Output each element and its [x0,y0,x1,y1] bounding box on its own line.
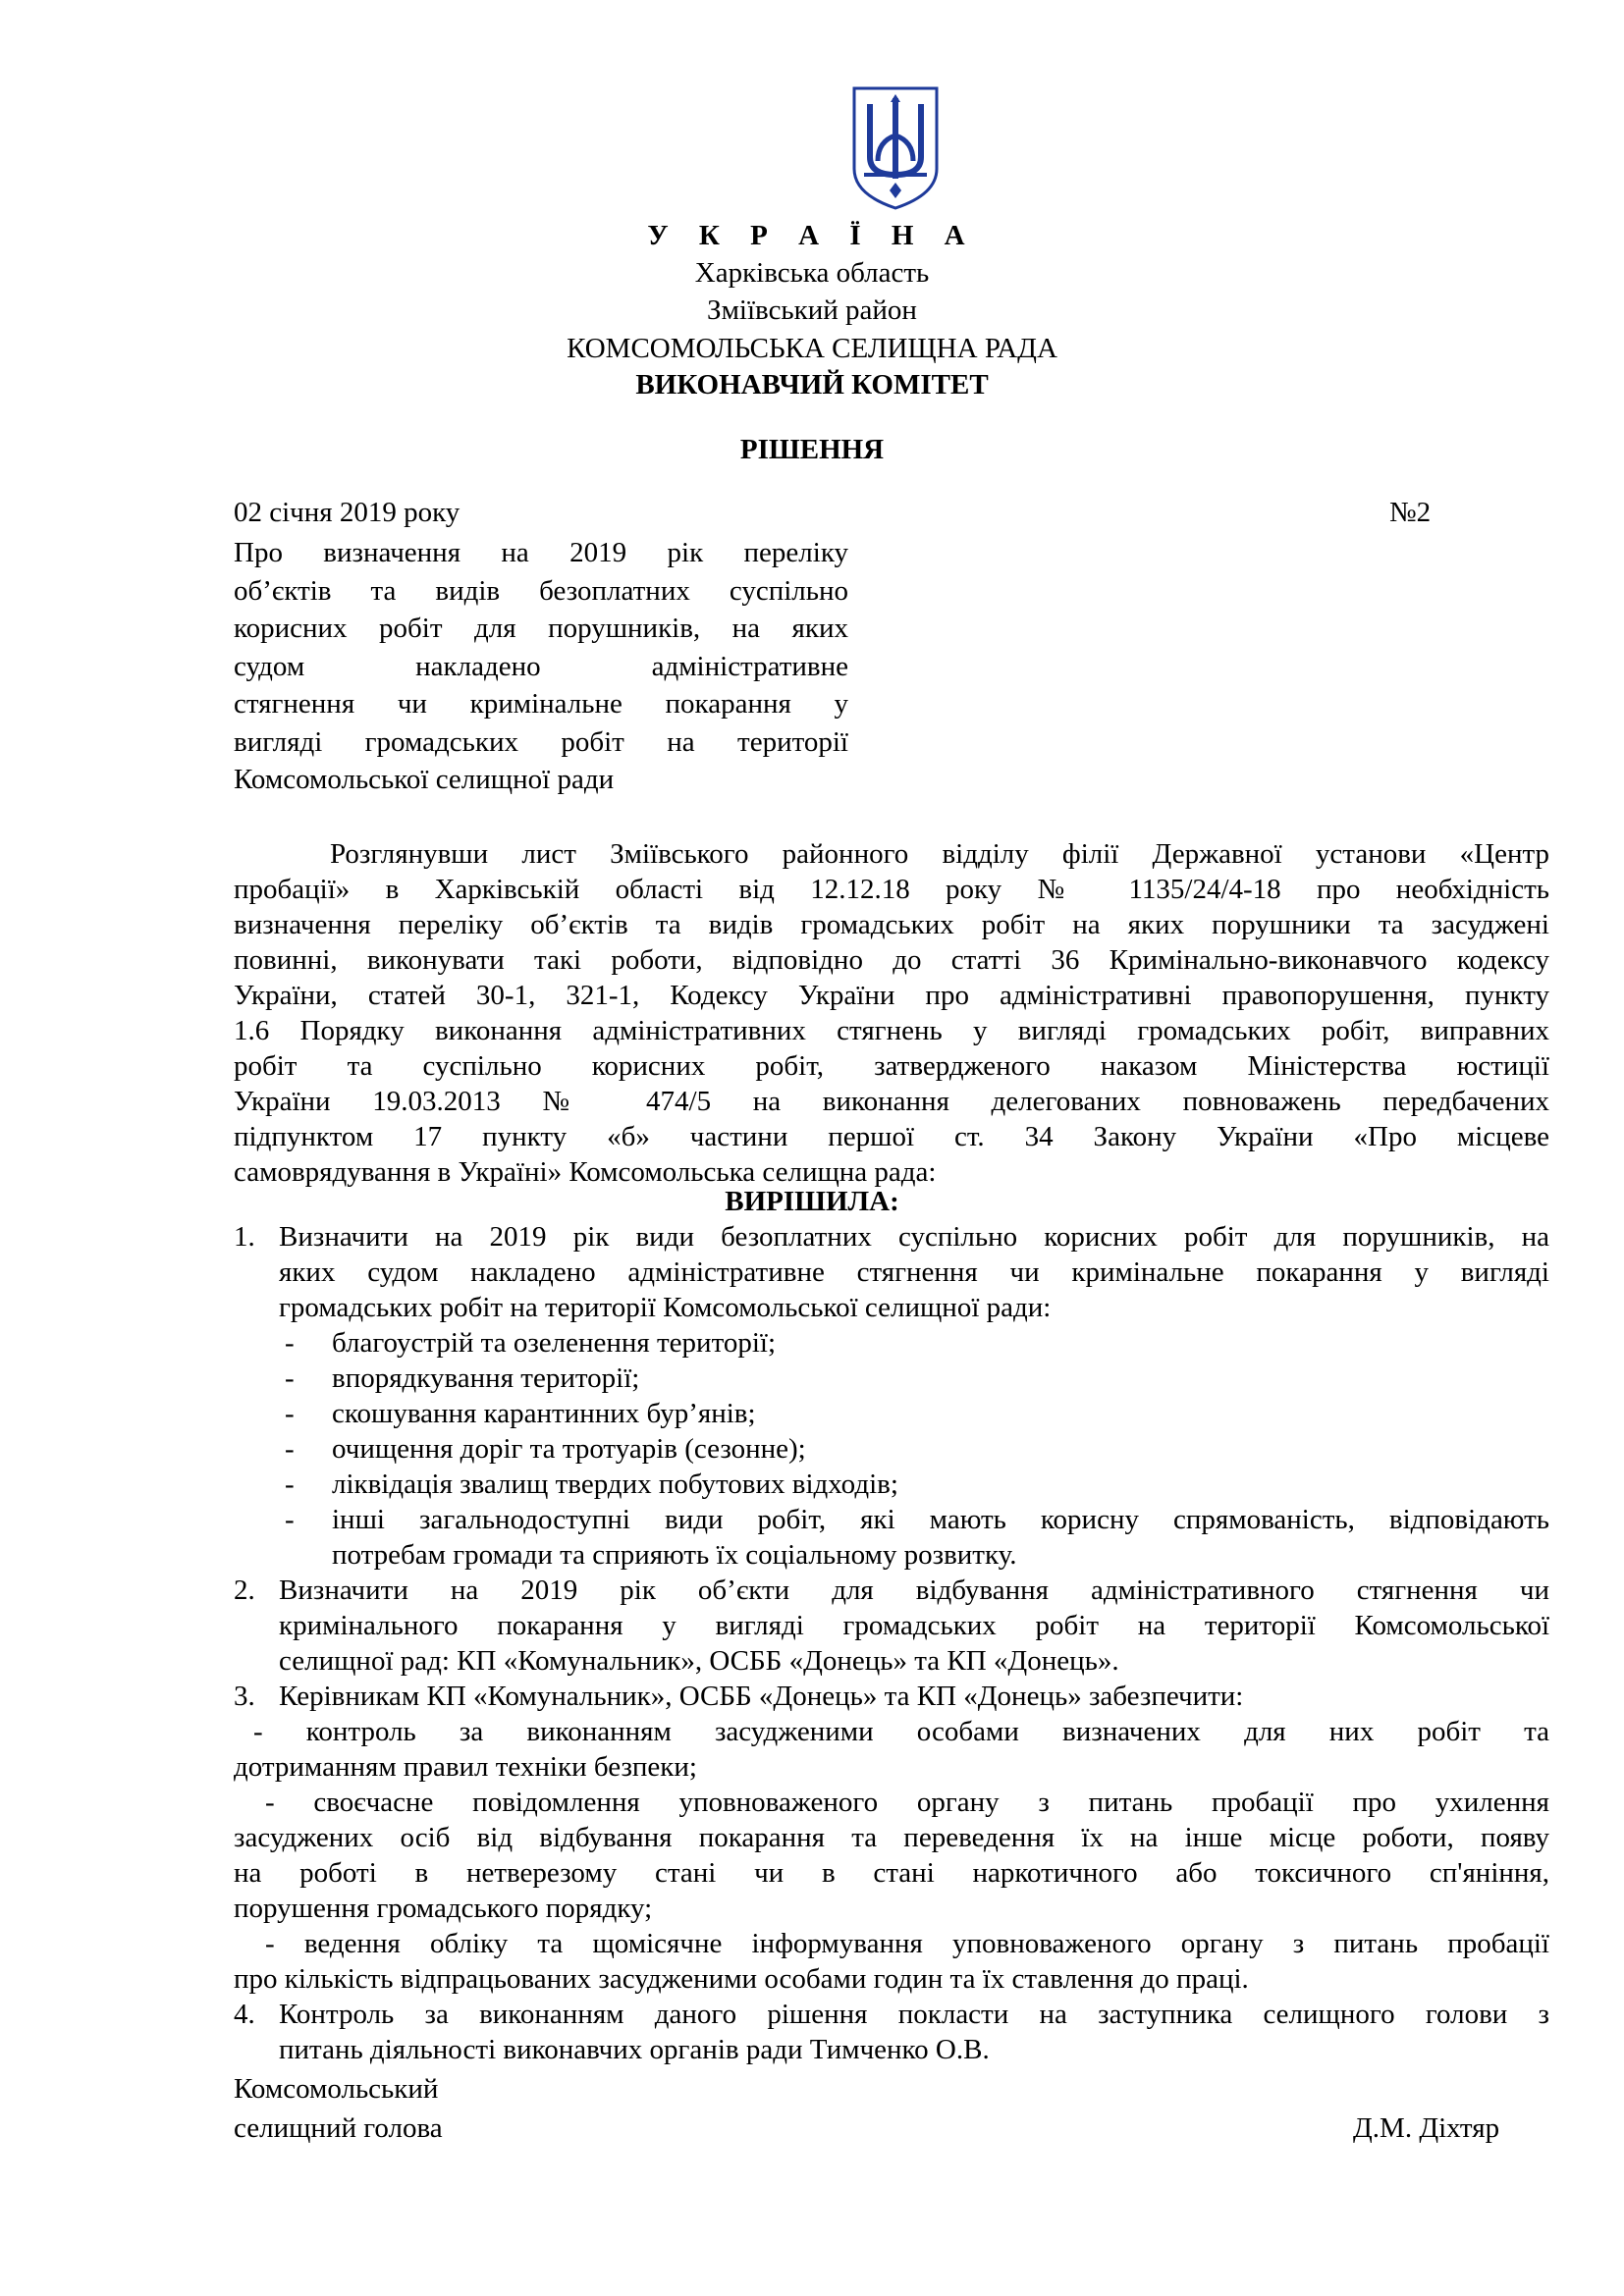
item-number: 4. [234,1999,255,2030]
preamble-line: повинні, виконувати такі роботи, відповідно до статті 36 Кримінально-виконавчого кодексу [234,944,1549,976]
trident-coat-of-arms-icon [850,84,941,212]
item-sub-line: порушення громадського порядку; [234,1893,653,1924]
item-sub-line: засуджених осіб від відбування покарання та переведення їх на інше місце роботи, появу [234,1822,1549,1853]
signatory-title: селищний голова [234,2112,443,2144]
preamble-line: пробації» в Харківській області від 12.12.18 року № 1135/24/4-18 про необхідність [234,874,1549,905]
item-sub-line: на роботі в нетверезому стані чи в стані наркотичного або токсичного сп'яніння, [234,1857,1549,1889]
item-number: 3. [234,1681,255,1712]
item-line: громадських робіт на території Комсомольської селищної ради: [279,1292,1052,1323]
preamble-line: робіт та суспільно корисних робіт, затвердженого наказом Міністерства юстиції [234,1050,1549,1082]
signatory-name: Д.М. Діхтяр [1353,2112,1500,2144]
item-number: 2. [234,1575,255,1606]
item-sub-line: дотриманням правил техніки безпеки; [234,1751,697,1783]
bullet-item: скошування карантинних бур’янів; [332,1398,756,1429]
preamble-line: 1.6 Порядку виконання адміністративних стягнень у вигляді громадських робіт, виправних [234,1015,1549,1046]
bullet-dash: - [285,1504,295,1535]
document-type: РІШЕННЯ [739,434,885,465]
region-name: Харківська область [694,257,930,289]
subject-line: Комсомольської селищної ради [234,764,615,795]
subject-line: вигляді громадських робіт на території [234,725,848,758]
bullet-item-continued: потребам громади та сприяють їх соціальному розвитку. [332,1539,1017,1571]
document-date: 02 січня 2019 року [234,497,460,528]
item-line: питань діяльності виконавчих органів ради Тимченко О.В. [279,2034,990,2065]
preamble-line: України, статей 30-1, 321-1, Кодексу України про адміністративні правопорушення, пункту [234,980,1549,1011]
document-subject [234,534,848,799]
bullet-item: ліквідація звалищ твердих побутових відходів; [332,1468,898,1500]
preamble-line: України 19.03.2013 № 474/5 на виконання делегованих повноважень передбачених [234,1086,1549,1117]
preamble-line: самоврядування в Україні» Комсомольська селищна рада: [234,1156,937,1188]
bullet-dash: - [285,1327,295,1359]
bullet-item: благоустрій та озеленення території; [332,1327,777,1359]
bullet-dash: - [285,1362,295,1394]
item-number: 1. [234,1221,255,1253]
committee-name: ВИКОНАВЧИЙ КОМІТЕТ [635,369,989,400]
item-sub-line: - своєчасне повідомлення уповноваженого органу з питань пробації про ухилення [265,1787,1549,1818]
bullet-item: інші загальнодоступні види робіт, які мають корисну спрямованість, відповідають [332,1504,1549,1535]
item-line: Визначити на 2019 рік види безоплатних суспільно корисних робіт для порушників, на [279,1221,1549,1253]
bullet-item: очищення доріг та тротуарів (сезонне); [332,1433,806,1465]
item-line: Контроль за виконанням даного рішення покласти на заступника селищного голови з [279,1999,1549,2030]
resolved-heading: ВИРІШИЛА: [725,1186,899,1217]
preamble-line: визначення переліку об’єктів та видів громадських робіт на яких порушники та засуджені [234,909,1549,940]
subject-line: стягнення чи кримінальне покарання у [234,688,848,720]
bullet-item: впорядкування території; [332,1362,640,1394]
subject-line: судом накладено адміністративне [234,650,848,682]
subject-line: об’єктів та видів безоплатних суспільно [234,574,848,607]
item-line: кримінального покарання у вигляді громадських робіт на території Комсомольської [279,1610,1549,1641]
council-name: КОМСОМОЛЬСЬКА СЕЛИЩНА РАДА [567,333,1057,364]
item-line: Визначити на 2019 рік об’єкти для відбування адміністративного стягнення чи [279,1575,1549,1606]
district-name: Зміївський район [707,294,917,326]
item-line: яких судом накладено адміністративне стягнення чи кримінальне покарання у вигляді [279,1256,1549,1288]
subject-line: Про визначення на 2019 рік переліку [234,537,848,568]
item-line: Керівникам КП «Комунальник», ОСББ «Донець» та КП «Донець» забезпечити: [279,1681,1244,1712]
bullet-dash: - [285,1468,295,1500]
bullet-dash: - [285,1433,295,1465]
item-sub-line: - контроль за виконанням засудженими особами визначених для них робіт та [253,1716,1549,1747]
item-sub-line: - ведення обліку та щомісячне інформування уповноваженого органу з питань пробації [265,1928,1549,1959]
bullet-dash: - [285,1398,295,1429]
document-number: №2 [1389,497,1432,528]
preamble-line: Розглянувши лист Зміївського районного відділу філії Державної установи «Центр [330,838,1549,870]
signatory-title: Комсомольський [234,2073,439,2105]
subject-line: корисних робіт для порушників, на яких [234,613,848,644]
preamble-line: підпунктом 17 пункту «б» частини першої ст. 34 Закону України «Про місцеве [234,1121,1549,1152]
country-name: У К Р А Ї Н А [647,220,977,251]
item-sub-line: про кількість відпрацьованих засудженими особами годин та їх ставлення до праці. [234,1963,1249,1995]
item-line: селищної рад: КП «Комунальник», ОСББ «Донець» та КП «Донець». [279,1645,1119,1677]
